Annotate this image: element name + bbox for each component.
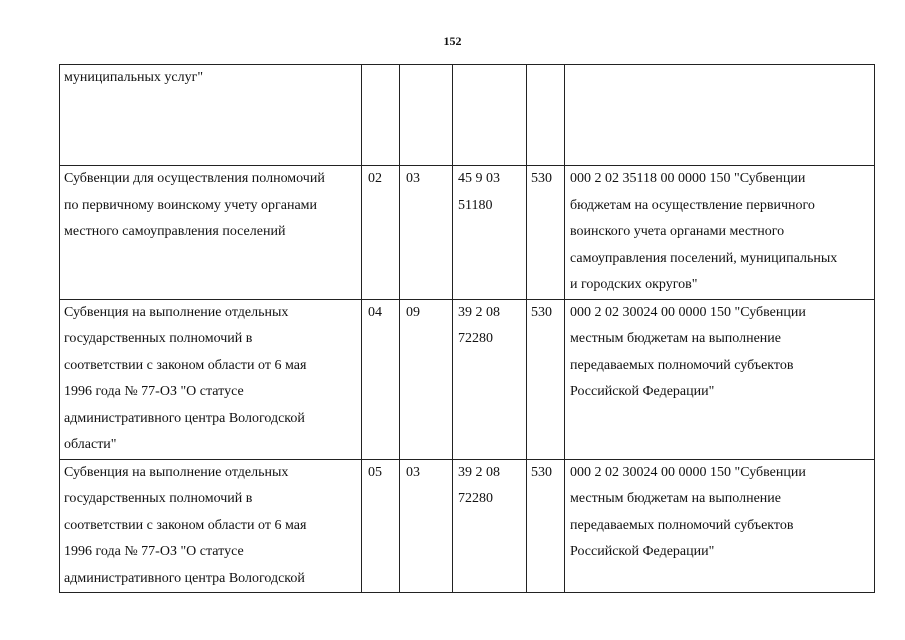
subsection-cell: 03: [400, 166, 453, 300]
expense-type-cell: [527, 65, 565, 166]
revenue-line: 000 2 02 30024 00 0000 150 "Субвенции: [570, 464, 806, 480]
expense-type-cell: 530: [527, 166, 565, 300]
revenue-line: местным бюджетам на выполнение: [570, 491, 781, 506]
revenue-line: передаваемых полномочий субъектов: [570, 517, 794, 533]
subsection-cell: [400, 65, 453, 166]
target-article-cell: [453, 459, 527, 593]
name-cell: [60, 166, 362, 300]
revenue-cell: [565, 459, 875, 593]
revenue-line: 000 2 02 35118 00 0000 150 "Субвенции: [570, 171, 806, 186]
target-article-line: 51180: [458, 197, 493, 213]
target-article-line: 72280: [458, 491, 493, 506]
revenue-cell: [565, 65, 875, 166]
revenue-line: 000 2 02 30024 00 0000 150 "Субвенции: [570, 304, 806, 320]
target-article-line: 45 9 03: [458, 171, 500, 186]
name-line: Субвенции для осуществления полномочий: [64, 171, 325, 186]
revenue-line: Российской Федерации": [570, 384, 715, 399]
target-article-line: 72280: [458, 331, 493, 346]
revenue-line: самоуправления поселений, муниципальных: [570, 250, 838, 266]
name-line: государственных полномочий в: [64, 491, 253, 506]
subsection-cell: 03: [400, 459, 453, 593]
name-line: 1996 года № 77-ОЗ "О статусе: [64, 384, 244, 399]
name-cell: [60, 299, 362, 459]
name-line: соответствии с законом области от 6 мая: [64, 517, 307, 533]
target-article-line: 39 2 08: [458, 464, 500, 480]
revenue-line: передаваемых полномочий субъектов: [570, 357, 794, 373]
revenue-cell: [565, 166, 875, 300]
target-article-line: 39 2 08: [458, 304, 500, 320]
target-article-cell: [453, 65, 527, 166]
section-cell: 05: [362, 459, 400, 593]
name-line: 1996 года № 77-ОЗ "О статусе: [64, 544, 244, 559]
name-line: местного самоуправления поселений: [64, 224, 286, 239]
name-line: Субвенция на выполнение отдельных: [64, 464, 289, 480]
page-number: 152: [443, 34, 462, 48]
expense-type-cell: 530: [527, 299, 565, 459]
name-line: области": [64, 437, 117, 452]
revenue-line: и городских округов": [570, 277, 698, 292]
name-cell: [60, 65, 362, 166]
table-row: [60, 299, 875, 459]
section-cell: [362, 65, 400, 166]
name-line: административного центра Вологодской: [64, 410, 305, 426]
name-line: Субвенция на выполнение отдельных: [64, 304, 289, 320]
name-line: государственных полномочий в: [64, 331, 253, 346]
table-row: [60, 459, 875, 593]
target-article-cell: [453, 166, 527, 300]
revenue-line: воинского учета органами местного: [570, 224, 785, 239]
section-cell: 02: [362, 166, 400, 300]
revenue-line: Российской Федерации": [570, 544, 715, 559]
revenue-line: бюджетам на осуществление первичного: [570, 197, 815, 213]
section-cell: 04: [362, 299, 400, 459]
name-line: муниципальных услуг": [64, 70, 204, 85]
revenue-line: местным бюджетам на выполнение: [570, 331, 781, 346]
table-row: [60, 166, 875, 300]
name-line: административного центра Вологодской: [64, 570, 305, 586]
name-cell: [60, 459, 362, 593]
table-row: [60, 65, 875, 166]
name-line: по первичному воинскому учету органами: [64, 197, 318, 213]
target-article-cell: [453, 299, 527, 459]
budget-table: [59, 64, 875, 593]
expense-type-cell: 530: [527, 459, 565, 593]
revenue-cell: [565, 299, 875, 459]
name-line: соответствии с законом области от 6 мая: [64, 357, 307, 373]
subsection-cell: 09: [400, 299, 453, 459]
